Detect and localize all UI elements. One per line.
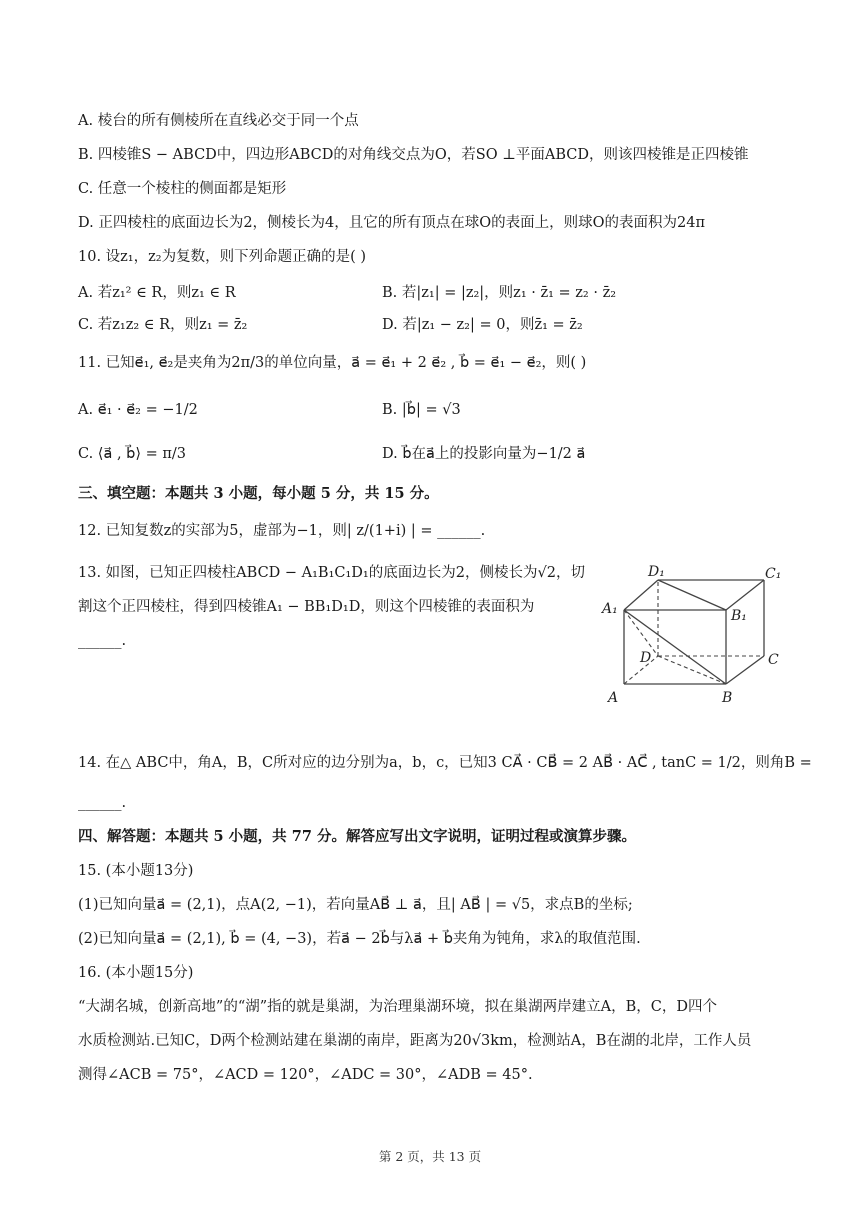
q11-option-b: B. |b⃗| = √3 <box>382 402 461 418</box>
q16-title: 16. (本小题15分) <box>78 965 194 981</box>
label-a: A <box>608 690 619 706</box>
edge-a1-b <box>624 610 726 684</box>
prism-diagram <box>598 560 788 710</box>
section-4-heading: 四、解答题：本题共 5 小题，共 77 分。解答应写出文字说明，证明过程或演算步骤。 <box>78 828 636 845</box>
label-c1: C₁ <box>765 566 782 582</box>
q16-line-2: 水质检测站.已知C，D两个检测站建在巢湖的南岸，距离为20√3km，检测站A，B在湖的北岸，工作人员 <box>78 1033 752 1049</box>
prism-figure <box>598 560 788 710</box>
q13-line-2: 割这个正四棱柱，得到四棱锥A₁ − BB₁D₁D，则这个四棱锥的表面积为 <box>78 599 535 615</box>
q11-option-d: D. b⃗在a⃗上的投影向量为−1/2 a⃗ <box>382 446 586 462</box>
page-footer: 第 2 页，共 13 页 <box>378 1149 482 1164</box>
label-b1: B₁ <box>731 608 747 624</box>
q10-option-c: C. 若z₁z₂ ∈ R，则z₁ = z̄₂ <box>78 317 248 333</box>
edge-a1-d1 <box>624 580 658 610</box>
edge-d1-b1 <box>658 580 726 610</box>
q13-line-1: 13. 如图，已知正四棱柱ABCD − A₁B₁C₁D₁的底面边长为2，侧棱长为√2，切 <box>78 565 585 581</box>
q9-option-c: C. 任意一个棱柱的侧面都是矩形 <box>78 181 287 197</box>
q11-option-a: A. e⃗₁ · e⃗₂ = −1/2 <box>78 402 198 418</box>
q12-text: 12. 已知复数z的实部为5，虚部为−1，则| z/(1+i) | = ______. <box>78 523 486 539</box>
label-a1: A₁ <box>602 601 618 617</box>
q15-title: 15. (本小题13分) <box>78 863 194 879</box>
q14-line-1: 14. 在△ ABC中，角A，B，C所对应的边分别为a，b，c，已知3 CA⃗ · CB⃗ = 2 AB⃗ · AC⃗ , tanC = 1/2，则角B = <box>78 755 812 771</box>
edge-b-c <box>726 656 764 684</box>
q9-option-a: A. 棱台的所有侧棱所在直线必交于同一个点 <box>78 113 359 129</box>
label-b: B <box>722 690 733 706</box>
hidden-edge-d-b <box>658 656 726 684</box>
q16-line-1: “大湖名城，创新高地”的“湖”指的就是巢湖，为治理巢湖环境，拟在巢湖两岸建立A，B，C，D四个 <box>78 999 717 1015</box>
q15-part-1: (1)已知向量a⃗ = (2,1)，点A(2, −1)，若向量AB⃗ ⊥ a⃗，且| AB⃗ | = √5，求点B的坐标; <box>78 897 633 913</box>
q11-option-c: C. ⟨a⃗ , b⃗⟩ = π/3 <box>78 446 187 462</box>
q9-option-b: B. 四棱锥S − ABCD中，四边形ABCD的对角线交点为O，若SO ⊥平面ABCD，则该四棱锥是正四棱锥 <box>78 147 749 163</box>
edge-b1-c1 <box>726 580 764 610</box>
q10-option-a: A. 若z₁² ∈ R，则z₁ ∈ R <box>78 285 236 301</box>
label-d1: D₁ <box>648 564 665 580</box>
q10-option-d: D. 若|z₁ − z₂| = 0，则z̄₁ = z̄₂ <box>382 317 583 333</box>
q16-line-3: 测得∠ACB = 75°，∠ACD = 120°，∠ADC = 30°，∠ADB = 45°. <box>78 1067 533 1083</box>
q13-line-3: ______. <box>78 633 127 649</box>
q15-part-2: (2)已知向量a⃗ = (2,1), b⃗ = (4, −3)，若a⃗ − 2b⃗与λa⃗ + b⃗夹角为钝角，求λ的取值范围. <box>78 931 641 947</box>
q10-option-b: B. 若|z₁| = |z₂|，则z₁ · z̄₁ = z₂ · z̄₂ <box>382 285 617 301</box>
q9-option-d: D. 正四棱柱的底面边长为2，侧棱长为4，且它的所有顶点在球O的表面上，则球O的表面积为24π <box>78 215 706 231</box>
q10-stem: 10. 设z₁，z₂为复数，则下列命题正确的是( ) <box>78 249 366 265</box>
label-d: D <box>640 650 652 666</box>
label-c: C <box>768 652 779 668</box>
q11-stem: 11. 已知e⃗₁, e⃗₂是夹角为2π/3的单位向量，a⃗ = e⃗₁ + 2 e⃗₂ , b⃗ = e⃗₁ − e⃗₂，则( ) <box>78 355 587 371</box>
q14-line-2: ______. <box>78 795 127 811</box>
section-3-heading: 三、填空题：本题共 3 小题，每小题 5 分，共 15 分。 <box>78 485 439 502</box>
